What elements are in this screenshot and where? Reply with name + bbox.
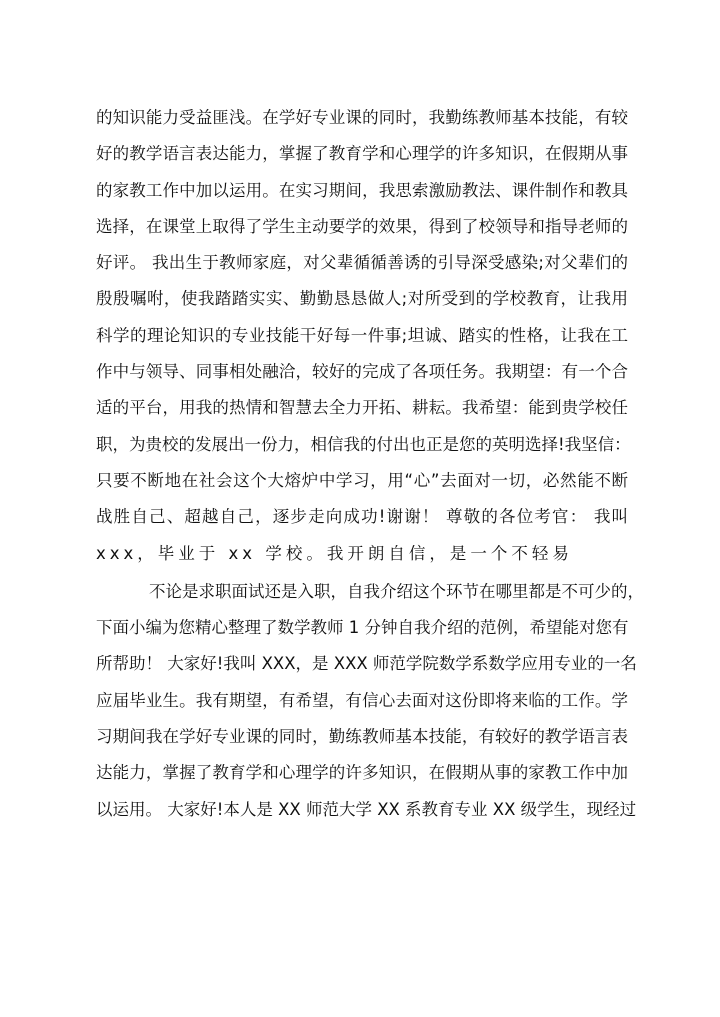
text-line: 达能力，掌握了教育学和心理学的许多知识，在假期从事的家教工作中加 bbox=[96, 763, 628, 783]
text-line: 科学的理论知识的专业技能干好每一件事;坦诚、踏实的性格，让我在工 bbox=[96, 325, 628, 345]
document-page bbox=[96, 100, 644, 828]
text-line: 应届毕业生。我有期望，有希望，有信心去面对这份即将来临的工作。学 bbox=[96, 690, 628, 710]
text-line: 不论是求职面试还是入职，自我介绍这个环节在哪里都是不可少的， bbox=[149, 581, 644, 601]
text-line: 的知识能力受益匪浅。在学好专业课的同时，我勤练教师基本技能，有较 bbox=[96, 108, 628, 127]
text-line: 选择，在课堂上取得了学生主动要学的效果，得到了校领导和指导老师的 bbox=[96, 216, 628, 236]
paragraph-1 bbox=[96, 100, 631, 572]
text-line: 以运用。 大家好!本人是 XX 师范大学 XX 系教育专业 XX 级学生，现经过 bbox=[96, 799, 637, 819]
text-line: 的家教工作中加以运用。在实习期间，我思索激励教法、课件制作和教具 bbox=[96, 180, 628, 200]
text-line: 只要不断地在社会这个大熔炉中学习，用“心”去面对一切，必然能不断 bbox=[96, 470, 628, 490]
text-line: 适的平台，用我的热情和智慧去全力开拓、耕耘。我希望：能到贵学校任 bbox=[96, 398, 628, 418]
text-line: 好评。 我出生于教师家庭，对父辈循循善诱的引导深受感染;对父辈们的 bbox=[96, 253, 628, 273]
text-line: 殷殷嘱咐，使我踏踏实实、勤勤恳恳做人;对所受到的学校教育，让我用 bbox=[96, 289, 628, 309]
text-line: 所帮助！ 大家好!我叫 XXX，是 XXX 师范学院数学系数学应用专业的一名 bbox=[96, 654, 637, 674]
text-line: 好的教学语言表达能力，掌握了教育学和心理学的许多知识，在假期从事 bbox=[96, 144, 628, 164]
text-line: 下面小编为您精心整理了数学教师 1 分钟自我介绍的范例，希望能对您有 bbox=[96, 618, 629, 638]
paragraph-2 bbox=[96, 574, 644, 828]
text-line: xxx，毕业于 xx 学校。我开朗自信，是一个不轻易 bbox=[96, 543, 573, 563]
text-line: 作中与领导、同事相处融洽，较好的完成了各项任务。我期望：有一个合 bbox=[96, 362, 628, 382]
text-line: 战胜自己、超越自己，逐步走向成功!谢谢！ 尊敬的各位考官： 我叫 bbox=[96, 507, 628, 527]
text-line: 职，为贵校的发展出一份力，相信我的付出也正是您的英明选择!我坚信： bbox=[96, 434, 631, 454]
text-line: 习期间我在学好专业课的同时，勤练教师基本技能，有较好的教学语言表 bbox=[96, 727, 628, 747]
